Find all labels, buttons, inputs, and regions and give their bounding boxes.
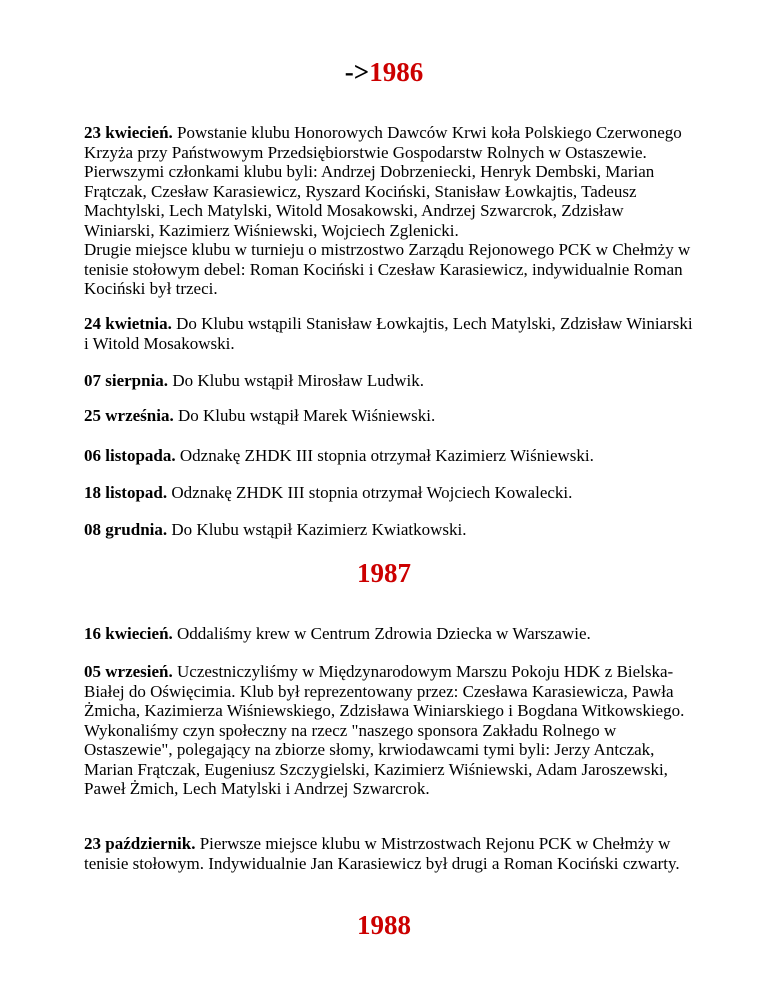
entry-text: Odznakę ZHDK III stopnia otrzymał Wojciech Kowalecki.: [171, 483, 573, 502]
entry-date: 07 sierpnia.: [84, 371, 169, 390]
year-value: 1986: [369, 57, 424, 87]
year-heading-1986: [0, 57, 768, 87]
entry-1986-09-25: [84, 406, 694, 426]
entry-date: 18 listopad.: [84, 483, 168, 502]
entry-1987-10-23: [84, 834, 694, 873]
entry-text: Do Klubu wstąpił Mirosław Ludwik.: [172, 371, 424, 390]
entry-date: 25 września.: [84, 406, 174, 425]
year-value: 1988: [357, 910, 411, 940]
entry-text: Odznakę ZHDK III stopnia otrzymał Kazimierz Wiśniewski.: [179, 446, 594, 465]
entry-1987-04-16: [84, 624, 694, 644]
entry-text: Pierwsze miejsce klubu w Mistrzostwach Rejonu PCK w Chełmży w tenisie stołowym. Indywidualnie Jan Karasiewicz był drugi a Roman Kociński czwarty.: [84, 834, 680, 873]
entry-1986-12-08: [84, 520, 694, 540]
entry-date: 16 kwiecień.: [84, 624, 173, 643]
entry-text: Do Klubu wstąpił Kazimierz Kwiatkowski.: [171, 520, 467, 539]
entry-text: Uczestniczyliśmy w Międzynarodowym Marszu Pokoju HDK z Bielska-Białej do Oświęcimia. Klub był reprezentowany przez: Czesława Karasiewicza, Pawła Żmicha, Kazimierza Wiśniewskiego, Zdzisława Winiarskiego i Bogdana Witkowskiego.: [84, 662, 685, 720]
entry-text: Do Klubu wstąpił Marek Wiśniewski.: [177, 406, 436, 425]
entry-1987-09-05: [84, 662, 694, 799]
entry-text: Oddaliśmy krew w Centrum Zdrowia Dziecka w Warszawie.: [177, 624, 591, 643]
entry-1986-04-23: [84, 123, 694, 299]
entry-1986-08-07: [84, 371, 694, 391]
entry-date: 06 listopada.: [84, 446, 176, 465]
entry-1986-04-24: [84, 314, 694, 353]
entry-text: Powstanie klubu Honorowych Dawców Krwi koła Polskiego Czerwonego Krzyża przy Państwowym Przedsiębiorstwie Gospodarstw Rolnych w Ostaszewie. Pierwszymi członkami klubu byli: Andrzej Dobrzeniecki, Henryk Dembski, Marian Frątczak, Czesław Karasiewicz, Ryszard Kociński, Stanisław Łowkajtis, Tadeusz Machtylski, Lech Matylski, Witold Mosakowski, Andrzej Szwarcrok, Zdzisław Winiarski, Kazimierz Wiśniewski, Wojciech Zglenicki.: [84, 123, 682, 240]
entry-text: Do Klubu wstąpili Stanisław Łowkajtis, Lech Matylski, Zdzisław Winiarski i Witold Mosakowski.: [84, 314, 693, 353]
entry-date: 23 kwiecień.: [84, 123, 173, 142]
entry-1986-11-06: [84, 446, 694, 466]
entry-1986-11-18: [84, 483, 694, 503]
entry-text: Wykonaliśmy czyn społeczny na rzecz "naszego sponsora Zakładu Rolnego w Ostaszewie", polegający na zbiorze słomy, krwiodawcami tymi byli: Jerzy Antczak, Marian Frątczak, Eugeniusz Szczygielski, Kazimierz Wiśniewski, Adam Jaroszewski, Paweł Żmich, Lech Matylski i Andrzej Szwarcrok.: [84, 720, 668, 798]
entry-date: 05 wrzesień.: [84, 662, 173, 681]
year-heading-1987: [0, 558, 768, 588]
year-prefix-arrow: ->: [344, 57, 370, 87]
year-heading-1988: [0, 910, 768, 940]
year-value: 1987: [357, 558, 411, 588]
entry-date: 08 grudnia.: [84, 520, 168, 539]
entry-text: Drugie miejsce klubu w turnieju o mistrzostwo Zarządu Rejonowego PCK w Chełmży w tenisie stołowym debel: Roman Kociński i Czesław Karasiewicz, indywidualnie Roman Kociński był trzeci.: [84, 240, 691, 298]
entry-date: 23 październik.: [84, 834, 196, 853]
entry-date: 24 kwietnia.: [84, 314, 172, 333]
